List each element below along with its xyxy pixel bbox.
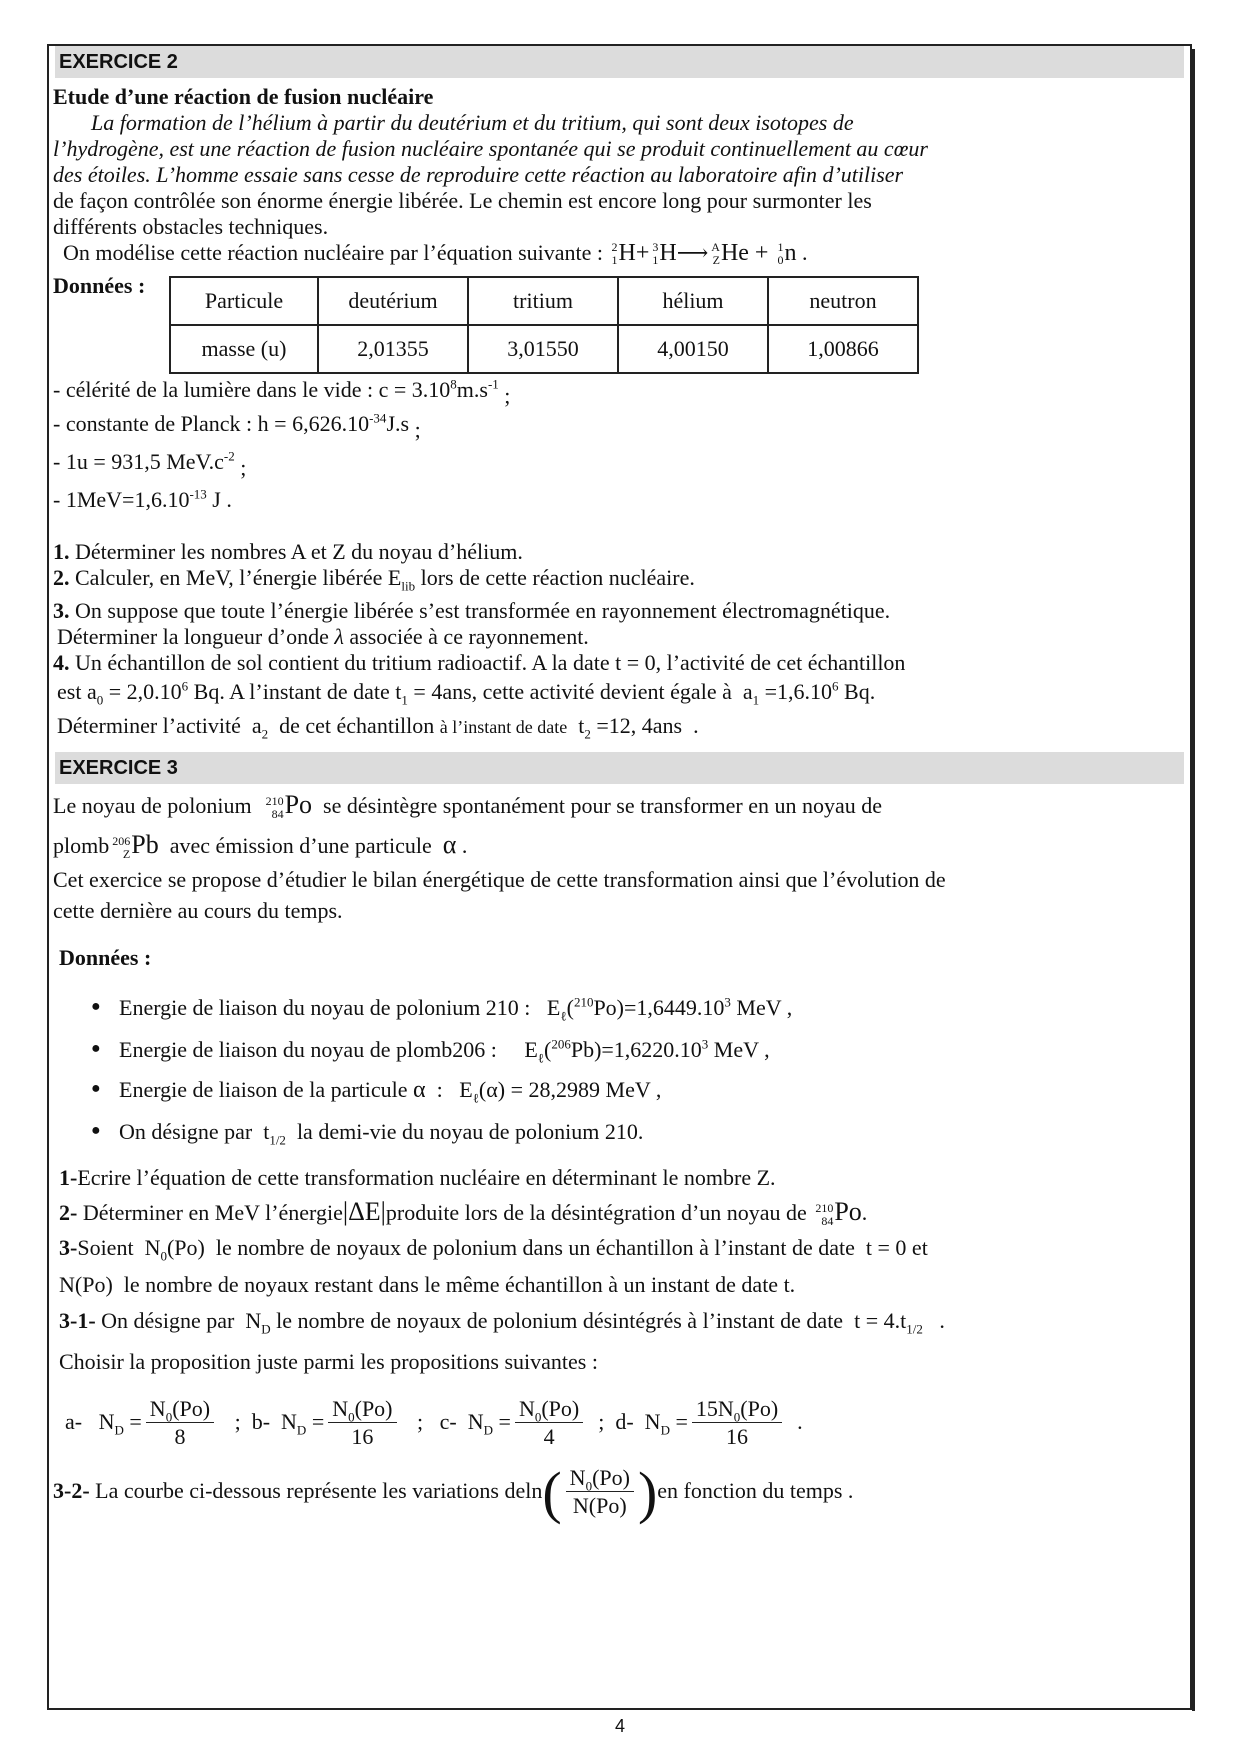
question-text: On suppose que toute l’énergie libérée s’est transformée en rayonnement électromagnétique. [75, 598, 891, 623]
ex3-line-2: plomb 206 Z Pb avec émission d’une particule α . [53, 830, 468, 861]
option-label: d- [615, 1409, 634, 1434]
ex3-question-3: 3-Soient $N_0(Po)$ le nombre de noyaux de polonium dans un échantillon à l’instant de date t = 0 et [59, 1235, 928, 1264]
ex3-text: Le noyau de polonium [53, 793, 252, 818]
ex3-donnees-label: Données : [59, 945, 152, 970]
table-cell: 2,01355 [318, 325, 468, 373]
question-text: Déterminer les nombres A et Z du noyau d’hélium. [75, 539, 523, 564]
question-text: associée à ce rayonnement. [349, 624, 589, 649]
question-text: . A l’instant de date [219, 679, 390, 704]
data-half-life: On désigne par $t_{1/2}$ la demi-vie du noyau de polonium 210. [119, 1119, 644, 1148]
ex3-question-1 [59, 1164, 776, 1192]
data-polonium-binding: Energie de liaison du noyau de polonium 210 : $E_\ell(^{210}Po)=1,6449.10^3$ MeV , [119, 994, 793, 1024]
table-cell: 1,00866 [768, 325, 918, 373]
bullet-text: Energie de liaison du noyau de plomb206 : [119, 1037, 497, 1062]
table-cell: 4,00150 [618, 325, 768, 373]
ex3-text: avec émission d’une particule [169, 833, 432, 858]
question-4c: Déterminer l’activité $a_2$ de cet échantillon à l’instant de date $t_2 =12$, 4ans . [57, 713, 699, 742]
constant-planck: - constante de Planck : $h = 6,626.10^{-34}J.s$ ; [53, 410, 421, 442]
question-number: 3-2- [53, 1478, 90, 1503]
question-number: 2- [59, 1200, 78, 1225]
donnees-label: Données : [53, 273, 146, 298]
table-cell: hélium [618, 277, 768, 325]
page-frame [47, 44, 1192, 1710]
ex3-line-1: Le noyau de polonium 210 84 Po se désintègre spontanément pour se transformer en un noyau de [53, 790, 883, 821]
table-cell: Particule [170, 277, 318, 325]
table-cell: 3,01550 [468, 325, 618, 373]
question-number: 3-1- [59, 1308, 96, 1333]
bullet-icon: ● [91, 1122, 101, 1139]
intro-line-4: de façon contrôlée son énorme énergie libérée. Le chemin est encore long pour surmonter les [53, 188, 872, 213]
table-cell: tritium [468, 277, 618, 325]
ex3-line-3: Cet exercice se propose d’étudier le bilan énergétique de cette transformation ainsi que l’évolution de [53, 867, 946, 892]
constant-amu: - 1u = 931,5 $MeV.c^{-2}$ ; [53, 448, 247, 480]
question-text: , cette activité devient égale à [471, 679, 732, 704]
question-text: Déterminer en MeV l’énergie [82, 1200, 343, 1225]
table-row [170, 277, 918, 325]
table-cell: neutron [768, 277, 918, 325]
ex3-question-3b: N(Po) le nombre de noyaux restant dans le même échantillon à un instant de date t. [59, 1272, 796, 1297]
intro-line-3: des étoiles. L’homme essaie sans cesse de reproduire cette réaction au laboratoire afin d’utiliser [53, 162, 904, 187]
data-lead-binding: Energie de liaison du noyau de plomb206 : $E_\ell(^{206}Pb)=1,6220.10^3$ MeV , [119, 1036, 770, 1066]
question-text: La courbe ci-dessous représente les variations de [95, 1478, 526, 1503]
question-text: Ecrire l’équation de cette transformation nucléaire en déterminant le nombre Z. [77, 1165, 776, 1190]
question-text: de cet échantillon [279, 713, 435, 738]
constant-label: - célérité de la lumière dans le vide : [53, 377, 374, 402]
exercise-2-header: EXERCICE 2 [55, 46, 1184, 78]
option-label: c- [439, 1409, 457, 1434]
question-text: est [57, 679, 82, 704]
question-text: en fonction du temps . [657, 1478, 854, 1503]
question-text: Déterminer l’activité [57, 713, 241, 738]
constant-mev: - $1MeV=1,6.10^{-13}$ J . [53, 486, 232, 512]
ex3-text: plomb [53, 833, 110, 858]
question-text: à l’instant de date [439, 717, 568, 737]
ex3-options: a- $N_D$ = $\frac{N_0(Po)}{8}$ ; b- $N_D$ = $\frac{N_0(Po)}{16}$ ; c- $N_D$ = $\frac{N_0(Po)}{4}$ ; d- $N_D$ = $\frac{15N_0(Po)}{16}$ . [65, 1396, 803, 1450]
intro-line-2: l’hydrogène, est une réaction de fusion nucléaire spontanée qui se produit continuellement au cœur [53, 136, 928, 161]
bullet-text: Energie de liaison de la particule [119, 1077, 408, 1102]
question-text: Déterminer la longueur d’onde [57, 624, 329, 649]
option-label: b- [251, 1409, 271, 1434]
ex3-line-4: cette dernière au cours du temps. [53, 898, 343, 923]
question-text: Calculer, en MeV, l’énergie libérée [75, 565, 383, 590]
ex3-question-2: 2- Déterminer en MeV l’énergie|ΔE|produite lors de la désintégration d’un noyau de 210 84 Po. [59, 1197, 868, 1228]
intro-line-1: La formation de l’hélium à partir du deutérium et du tritium, qui sont deux isotopes de [91, 110, 854, 135]
ex3-text: se désintègre spontanément pour se transformer en un noyau de [323, 793, 883, 818]
exercise-3-header: EXERCICE 3 [55, 752, 1184, 784]
constant-light-speed: - célérité de la lumière dans le vide : $c = 3.10^8m.s^{-1}$ ; [53, 376, 511, 408]
exercise-2-title: Etude d’une réaction de fusion nucléaire [53, 84, 434, 109]
fusion-equation: 2 1 H+ 3 1 H⟶ A Z He + 1 0 n [611, 240, 797, 268]
bullet-icon: ● [91, 1040, 101, 1057]
question-text: le nombre de noyaux de polonium dans un échantillon à l’instant de date [215, 1235, 855, 1260]
table-cell: masse (u) [170, 325, 318, 373]
table-row [170, 325, 918, 373]
constant-label: - constante de Planck : [53, 411, 253, 436]
question-text: On désigne par [101, 1308, 235, 1333]
question-number: 3- [59, 1235, 78, 1260]
bullet-text: On désigne par [119, 1119, 253, 1144]
data-alpha-binding: Energie de liaison de la particule α : $E_\ell(\alpha) = 28,2989$ MeV , [119, 1077, 662, 1106]
ex3-choose: Choisir la proposition juste parmi les propositions suivantes : [59, 1349, 598, 1374]
bullet-icon: ● [91, 1080, 101, 1097]
question-3b: Déterminer la longueur d’onde λ associée à ce rayonnement. [57, 624, 589, 649]
bullet-text: Energie de liaison du noyau de polonium 210 : [119, 995, 531, 1020]
question-text: Soient [77, 1235, 134, 1260]
table-cell: deutérium [318, 277, 468, 325]
equation-intro: On modélise cette réaction nucléaire par l’équation suivante : [63, 240, 603, 265]
question-text: Un échantillon de sol contient du tritium radioactif. A la date t = 0, l’activité de cet échantillon [75, 650, 906, 675]
bullet-icon: ● [91, 998, 101, 1015]
mass-table [169, 276, 919, 374]
question-3: 3. On suppose que toute l’énergie libérée s’est transformée en rayonnement électromagnétique. [53, 598, 891, 623]
page-number: 4 [614, 1716, 625, 1736]
question-text: produite lors de la désintégration d’un noyau de [385, 1200, 807, 1225]
option-label: a- [65, 1409, 83, 1434]
question-number: 1- [59, 1165, 78, 1190]
question-2: 2. Calculer, en MeV, l’énergie libérée $E_{lib}$ lors de cette réaction nucléaire. [53, 565, 695, 594]
question-4b: est $a_0 = 2,0.10^6$ Bq. A l’instant de date $t_1 = 4ans$, cette activité devient égale à $a_1 =1,6.10^6$ Bq. [57, 678, 876, 708]
ex3-question-3-2: 3-2- La courbe ci-dessous représente les variations deln( $\frac{N_0(Po)}{N(Po)}$ )en fonction du temps . [53, 1459, 854, 1525]
intro-line-5: différents obstacles techniques. [53, 214, 329, 239]
question-1: 1. Déterminer les nombres A et Z du noyau d’hélium. [53, 539, 523, 564]
ex3-question-3-1: 3-1- On désigne par $N_D$ le nombre de noyaux de polonium désintégrés à l’instant de date $t = 4.t_{1/2}$ . [59, 1308, 945, 1337]
constant-label: - 1u = 931,5 MeV.c [53, 449, 224, 474]
question-4: 4. Un échantillon de sol contient du tritium radioactif. A la date t = 0, l’activité de cet échantillon [53, 650, 906, 675]
question-text: le nombre de noyaux de polonium désintégrés à l’instant de date [276, 1308, 844, 1333]
question-text: le nombre de noyaux restant dans le même échantillon à un instant de date t. [123, 1272, 796, 1297]
bullet-text: la demi-vie du noyau de polonium 210. [296, 1119, 644, 1144]
constant-label: - 1MeV=1,6.10 [53, 487, 190, 512]
equation-line: On modélise cette réaction nucléaire par l’équation suivante : 2 1 H+ 3 1 H⟶ A Z He + 1 0 n . [63, 240, 808, 268]
question-text: lors de cette réaction nucléaire. [420, 565, 695, 590]
